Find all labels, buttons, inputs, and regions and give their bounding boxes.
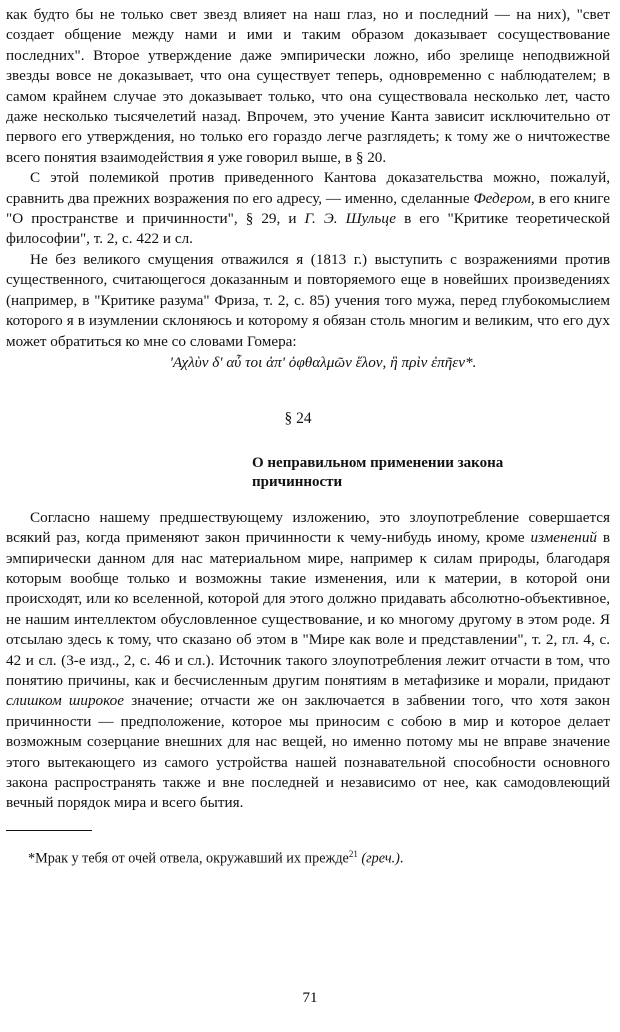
section-title: О неправильном применении закона причинности — [252, 454, 504, 490]
footnote-lang: (греч.) — [357, 850, 400, 867]
name-schulze: Г. Э. Шульце — [304, 210, 397, 228]
footnote-divider — [6, 830, 92, 831]
paragraph-polemic-text-1: С этой полемикой против приведенного Кантова доказательства можно, пожалуй, сравнить два прежних возражения по его адресу, — именно, сделанные — [6, 169, 610, 207]
paragraph-misuse-text-2: в эмпирически данном для нас материальном мире, например к силам природы, благодаря которым вообще только и возможны такие изменения, или к материи, в которой они происходят, или ко вселенной, которой для этого должно придавать абсолютно-объективное, не нашим интеллектом обусловленное существование, и ко многому другому в этом роде. Я отсылаю здесь к тому, что сказано об этом в "Мире как воле и представлении", т. 2, гл. 4, с. 42 и сл. (3-е изд., 2, с. 46 и сл.). Источник такого злоупотребления лежит отчасти в том, что понятию причины, как и бесчисленным другим понятиям в метафизике и морали, придают — [6, 529, 610, 689]
footnote-ref: 21 — [348, 848, 358, 859]
emphasis-changes: изменений — [530, 529, 598, 547]
paragraph-misuse — [6, 508, 610, 814]
footnote-end: . — [399, 850, 404, 867]
paragraph-misuse-text-1: Согласно нашему предшествующему изложению, это злоупотребление совершается всякий раз, когда применяют закон причинности к чему-нибудь иному, кроме — [6, 508, 610, 547]
section-number: § 24 — [284, 410, 312, 428]
paragraph-polemic — [6, 168, 610, 250]
footnote — [6, 845, 610, 868]
paragraph-polemic-text-3: в его "Критике теоретической философии", т. 2, с. 422 и сл. — [6, 210, 610, 248]
name-feder: Федером, — [473, 189, 535, 207]
paragraph-objections: Не без великого смущения отважился я (1813 г.) выступить с возражениями против существенного, считающегося доказанным и повторяемого еще в новейших произведениях (например, в "Критике разума" Фриза, т. 2, с. 85) учения того мужа, перед глубокомыслием которого я в изумлении склоняюсь и которому я обязан столь многим и великим, что его дух может обратиться ко мне со словами Гомера: — [6, 250, 610, 350]
greek-quote: 'Αχλὺν δ' αὖ τοι ἀπ' ὀφθαλμῶν ἕλον, ἣ πρὶν ἐπῆεν*. — [169, 353, 477, 371]
paragraph-polemic-text-2: в его книге "О пространстве и причинности", § 29, и — [6, 189, 610, 228]
paragraph-continuation: как будто бы не только свет звезд влияет на наш глаз, но и последний — на них), "свет создает общение между нами и ими и таким образом доказывает сосуществование последних". Второе утверждение даже эмпирически ложно, ибо зрелище неподвижной звезды вовсе не доказывает, что она существует теперь, одновременно с наблюдателем; в самом крайнем случае это доказывает только, что она существовала несколько лет, часто даже несколько тысячелетий назад. Впрочем, это учение Канта зависит исключительно от первого его утверждения, но только его гораздо легче разглядеть; к тому же о ничтожестве всего понятия взаимодействия я уже говорил выше, в § 20. — [6, 6, 610, 166]
footnote-text: *Мрак у тебя от очей отвела, окружавший их прежде — [28, 850, 349, 867]
emphasis-too-wide: слишком широкое — [6, 692, 125, 710]
page-number: 71 — [302, 990, 318, 1006]
paragraph-misuse-text-3: значение; отчасти же он заключается в забвении того, что хотя закон причинности — предположение, которое мы приносим с собою в мир и которое делает возможным созерцание внешних для нас вещей, но именно потому мы не вправе значение этого вытекающего из самого устройства нашей познавательной способности основного закона распространять также и вне последней и независимо от нее, как самодовлеющий вечный порядок мира и всего бытия. — [6, 692, 610, 812]
